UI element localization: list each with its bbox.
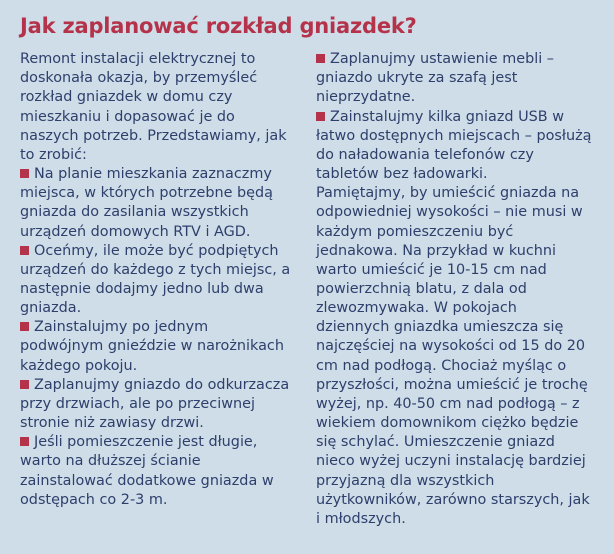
list-item-text: Na planie mieszkania zaznaczmy miejsca, w których potrzebne będą gniazda do zasilania wszystkich urządzeń domowych RTV i AGD. [20, 166, 273, 240]
list-item-text: Zaplanujmy gniazdo do odkurzacza przy drzwiach, ale po przeciwnej stronie niż zawiasy drzwi. [20, 376, 290, 432]
list-item [316, 108, 594, 185]
square-bullet-icon [20, 169, 29, 178]
right-column [316, 50, 594, 529]
list-item [20, 242, 292, 319]
square-bullet-icon [20, 380, 29, 389]
list-item [20, 165, 292, 242]
list-item-text: Zainstalujmy po jednym podwójnym gnieździe w narożnikach każdego pokoju. [20, 319, 284, 374]
square-bullet-icon [20, 246, 29, 255]
list-item-text: Jeśli pomieszczenie jest długie, warto na dłuższej ścianie zainstalować dodatkowe gniazda w odstępach co 2-3 m. [20, 434, 274, 508]
left-column [20, 50, 292, 510]
list-item [20, 376, 292, 433]
list-item [316, 50, 594, 107]
square-bullet-icon [20, 437, 29, 446]
page-title: Jak zaplanować rozkład gniazdek? [20, 14, 417, 38]
list-item [20, 433, 292, 510]
square-bullet-icon [20, 322, 29, 331]
list-item-text: Zainstalujmy kilka gniazd USB w łatwo dostępnych miejscach – posłużą do naładowania telefonów czy tabletów bez ładowarki. [316, 108, 592, 183]
square-bullet-icon [316, 112, 325, 121]
paragraph-intro: Remont instalacji elektrycznej to doskonała okazja, by przemyśleć rozkład gniazdek w domu czy mieszkaniu i dopasować je do naszych potrzeb. Przedstawiamy, jak to zrobić: [20, 51, 287, 163]
article-columns [20, 50, 598, 529]
list-item [20, 318, 292, 375]
list-item-text: Oceńmy, ile może być podpiętych urządzeń do każdego z tych miejsc, a następnie dodajmy jedno lub dwa gniazda. [20, 242, 291, 317]
paragraph-heights: Pamiętajmy, by umieścić gniazda na odpowiedniej wysokości – nie musi w każdym pomieszczeniu być jednakowa. Na przykład w kuchni warto umieścić je 10-15 cm nad powierzchnią blatu, z dala od zlewozmywaka. W pokojach dziennych gniazdka umieszcza się najczęściej na wysokości od 15 do 20 cm nad podłogą. Chociaż myśląc o przyszłości, można umieścić je trochę wyżej, np. 40-50 cm nad podłogą – z wiekiem domownikom ciężko będzie się schylać. Umieszczenie gniazd nieco wyżej uczyni instalację bardziej przyjazną dla wszystkich użytkowników, zarówno starszych, jak i młodszych. [316, 185, 590, 527]
square-bullet-icon [316, 54, 325, 63]
list-item-text: Zaplanujmy ustawienie mebli – gniazdo ukryte za szafą jest nieprzydatne. [316, 51, 554, 106]
